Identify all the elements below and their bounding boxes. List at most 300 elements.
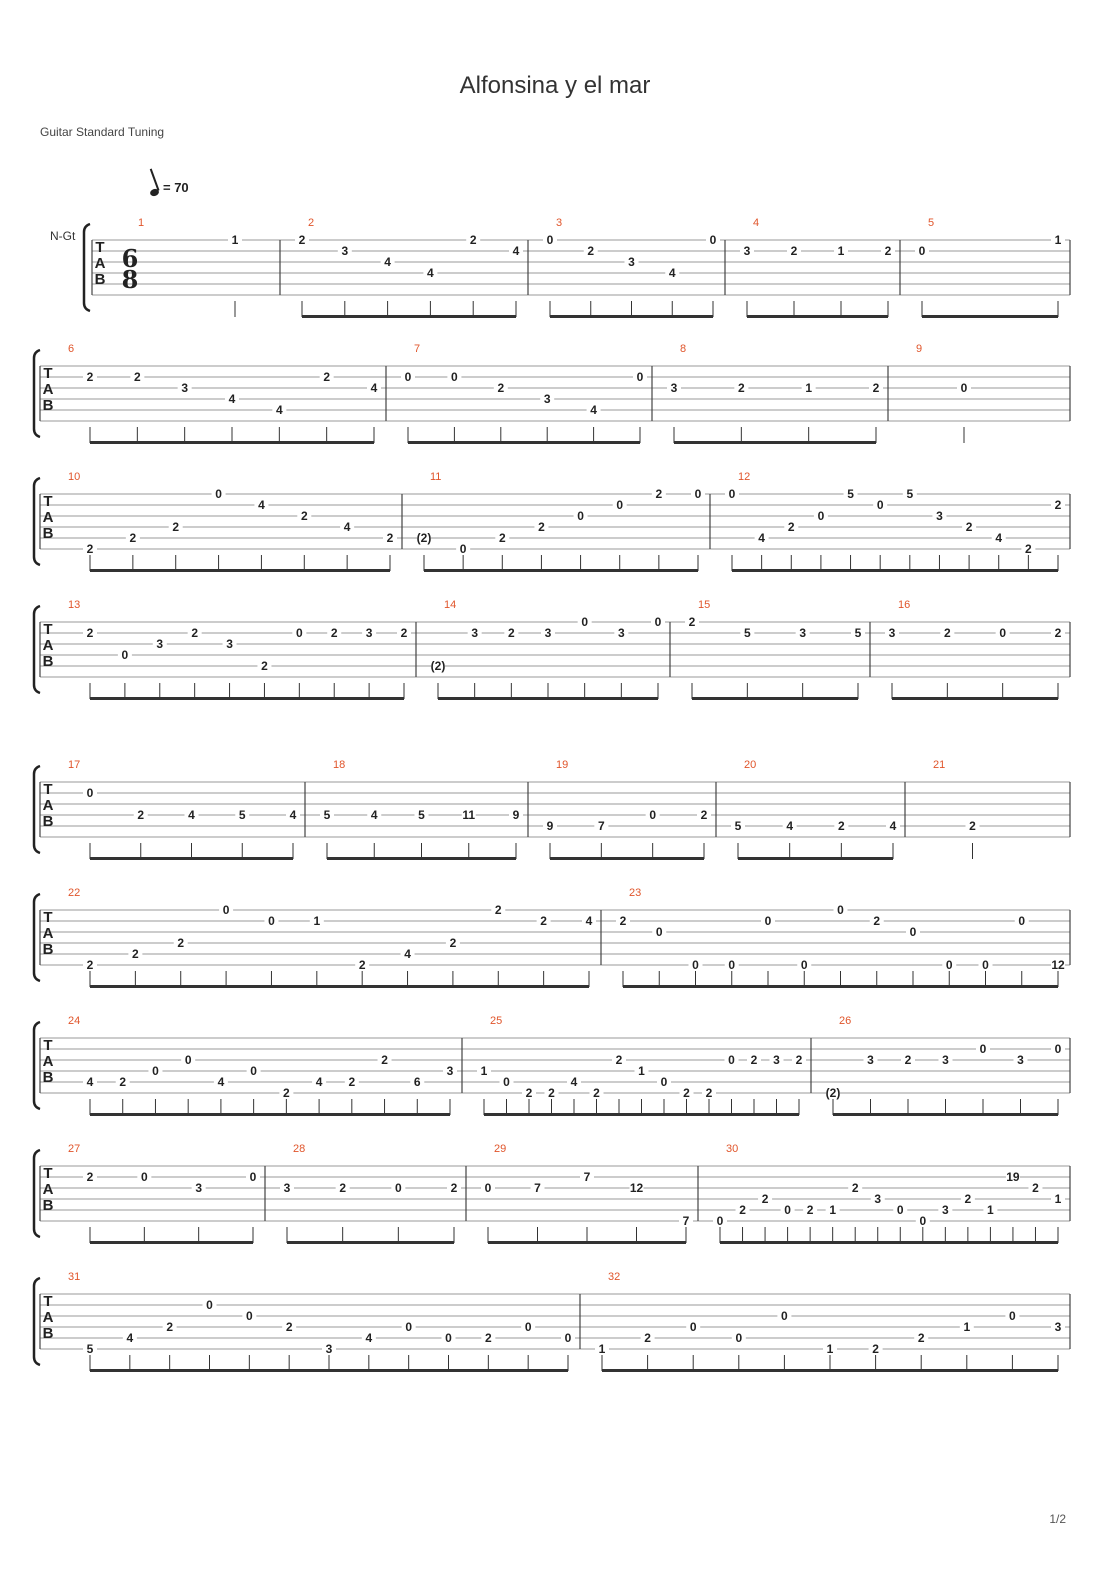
tab-clef-letter: A [42, 509, 54, 526]
beam [90, 985, 589, 988]
fret-number: 0 [919, 1214, 927, 1228]
fret-number: 0 [784, 1203, 791, 1217]
fret-number: 7 [534, 1181, 541, 1195]
fret-number: 2 [965, 520, 973, 534]
fret-number: 0 [616, 498, 624, 512]
fret-number: 0 [121, 648, 129, 662]
measure-number: 4 [753, 217, 760, 229]
fret-number: 4 [126, 1331, 134, 1345]
fret-number: 0 [728, 958, 736, 972]
fret-number: 0 [716, 1214, 724, 1228]
fret-number: 2 [790, 244, 798, 258]
fret-number: 1 [837, 244, 845, 258]
fret-number: 0 [152, 1064, 159, 1078]
fret-number: 5 [906, 487, 914, 501]
fret-number: 2 [917, 1331, 925, 1345]
fret-number: 0 [960, 381, 968, 395]
tab-clef-letter: T [43, 909, 53, 926]
fret-number: 0 [728, 487, 736, 501]
fret-number: 4 [217, 1075, 225, 1089]
measure-number: 12 [738, 471, 751, 483]
fret-number: 0 [876, 498, 884, 512]
fret-number: 2 [497, 381, 505, 395]
fret-number: 3 [446, 1064, 454, 1078]
system-bracket [34, 766, 40, 853]
tab-clef-letter: T [43, 781, 53, 798]
system-bracket [34, 1022, 40, 1109]
tab-clef-letter: B [94, 271, 106, 288]
fret-number: 4 [188, 808, 195, 822]
fret-number: 6 [413, 1075, 421, 1089]
beam [922, 315, 1058, 318]
fret-number: 0 [694, 487, 702, 501]
beam [747, 315, 888, 318]
tab-clef-letter: T [43, 1293, 53, 1310]
fret-number: 4 [668, 266, 676, 280]
fret-number: 2 [86, 626, 94, 640]
measure-number: 10 [68, 471, 81, 483]
fret-number: 2 [507, 626, 515, 640]
beam [287, 1241, 454, 1244]
fret-number: 1 [231, 233, 239, 247]
fret-number: 2 [137, 808, 145, 822]
fret-number: 0 [581, 615, 589, 629]
beam [833, 1113, 1058, 1116]
fret-number: 4 [384, 255, 391, 269]
fret-number: 2 [283, 1086, 290, 1100]
tab-clef-letter: B [42, 1069, 54, 1086]
fret-number: 5 [854, 626, 862, 640]
fret-number: 0 [451, 370, 458, 384]
fret-number: 1 [313, 914, 321, 928]
measure-number: 8 [680, 343, 687, 355]
fret-number: 2 [739, 1203, 746, 1217]
fret-number: 0 [184, 1053, 192, 1067]
fret-number: 0 [503, 1075, 510, 1089]
fret-number: 2 [851, 1181, 859, 1195]
measure-number: 11 [430, 471, 442, 483]
fret-number: 2 [1032, 1181, 1039, 1195]
fret-number: 4 [315, 1075, 323, 1089]
measure-number: 20 [744, 759, 757, 771]
measure-number: 23 [629, 887, 642, 899]
tab-clef-letter: B [42, 1197, 54, 1214]
fret-number: 3 [226, 637, 233, 651]
tab-clef-letter: A [94, 255, 106, 272]
fret-number: 0 [404, 370, 412, 384]
fret-number: 1 [638, 1064, 645, 1078]
fret-number: 0 [1018, 914, 1026, 928]
fret-number: 4 [365, 1331, 373, 1345]
fret-number: 2 [806, 1203, 814, 1217]
tab-clef-letter: T [43, 1037, 53, 1054]
fret-number: 0 [268, 914, 275, 928]
fret-number: 0 [817, 509, 825, 523]
system-bracket [34, 478, 40, 565]
fret-number: 2 [400, 626, 408, 640]
beam [892, 697, 1058, 700]
tab-clef-letter: T [43, 493, 53, 510]
tab-clef-letter: T [95, 239, 105, 256]
fret-number: 0 [709, 233, 717, 247]
fret-number: 0 [222, 903, 230, 917]
fret-number: 2 [837, 819, 845, 833]
fret-number: (2) [430, 659, 446, 673]
system-bracket [34, 1278, 40, 1365]
instrument-label: N-Gt [50, 229, 76, 243]
beam [90, 697, 404, 700]
system-bracket [34, 350, 40, 437]
fret-number: 1 [1054, 1192, 1062, 1206]
fret-number: 0 [660, 1075, 668, 1089]
fret-number: 1 [987, 1203, 994, 1217]
fret-number: 3 [544, 626, 552, 640]
fret-number: 0 [689, 1320, 697, 1334]
fret-number: (2) [825, 1086, 841, 1100]
beam [692, 697, 858, 700]
measure-number: 24 [68, 1015, 81, 1027]
fret-number: 5 [86, 1342, 94, 1356]
fret-number: 5 [734, 819, 742, 833]
fret-number: 2 [761, 1192, 769, 1206]
fret-number: 0 [249, 1170, 257, 1184]
fret-number: 2 [540, 914, 547, 928]
fret-number: 0 [250, 1064, 257, 1078]
fret-number: 4 [786, 819, 794, 833]
beam [484, 1113, 799, 1116]
fret-number: 0 [577, 509, 584, 523]
tab-clef-letter: A [42, 1181, 54, 1198]
fret-number: 3 [941, 1203, 949, 1217]
fret-number: 2 [386, 531, 394, 545]
fret-number: 1 [805, 381, 813, 395]
fret-number: 3 [341, 244, 349, 258]
fret-number: 0 [459, 542, 467, 556]
fret-number: 0 [655, 925, 663, 939]
fret-number: 2 [1054, 626, 1062, 640]
tab-clef-letter: A [42, 1053, 54, 1070]
fret-number: 3 [942, 1053, 949, 1067]
fret-number: 11 [462, 808, 476, 822]
fret-number: 5 [323, 808, 331, 822]
beam [550, 857, 704, 860]
fret-number: 3 [628, 255, 635, 269]
fret-number: 0 [245, 1309, 253, 1323]
fret-number: 3 [471, 626, 479, 640]
tuning-label: Guitar Standard Tuning [40, 125, 165, 139]
fret-number: 7 [583, 1170, 591, 1184]
measure-number: 2 [308, 217, 315, 229]
fret-number: 0 [405, 1320, 413, 1334]
fret-number: 0 [215, 487, 222, 501]
beam [438, 697, 658, 700]
fret-number: 2 [525, 1086, 533, 1100]
fret-number: 2 [969, 819, 976, 833]
measure-number: 17 [68, 759, 81, 771]
fret-number: 2 [358, 958, 366, 972]
fret-number: 5 [743, 626, 751, 640]
fret-number: 0 [800, 958, 808, 972]
beam [327, 857, 516, 860]
fret-number: 3 [617, 626, 625, 640]
fret-number: 2 [469, 233, 477, 247]
fret-number: 2 [548, 1086, 555, 1100]
fret-number: 0 [295, 626, 303, 640]
fret-number: 2 [86, 542, 94, 556]
fret-number: 0 [140, 1170, 148, 1184]
tab-clef-letter: A [42, 381, 54, 398]
beam [90, 441, 374, 444]
system-bracket [34, 606, 40, 693]
fret-number: 2 [1054, 498, 1062, 512]
fret-number: 3 [156, 637, 164, 651]
fret-number: 4 [570, 1075, 578, 1089]
fret-number: 0 [728, 1053, 735, 1067]
fret-number: 0 [1009, 1309, 1016, 1323]
fret-number: 4 [228, 392, 236, 406]
fret-number: 3 [1054, 1320, 1062, 1334]
measure-number: 25 [490, 1015, 503, 1027]
fret-number: 3 [773, 1053, 780, 1067]
beam [488, 1241, 686, 1244]
beam [720, 1241, 1058, 1244]
tab-clef-letter: B [42, 525, 54, 542]
fret-number: 4 [889, 819, 897, 833]
fret-number: 0 [445, 1331, 452, 1345]
measure-number: 14 [444, 599, 457, 611]
fret-number: 4 [258, 498, 265, 512]
fret-number: 2 [683, 1086, 690, 1100]
fret-number: 9 [512, 808, 520, 822]
fret-number: 0 [945, 958, 953, 972]
fret-number: 2 [587, 244, 595, 258]
measure-number: 28 [293, 1143, 306, 1155]
fret-number: 3 [670, 381, 678, 395]
tab-clef-letter: B [42, 813, 54, 830]
fret-number: 19 [1006, 1170, 1020, 1184]
fret-number: 0 [649, 808, 657, 822]
fret-number: 2 [872, 381, 880, 395]
fret-number: 9 [546, 819, 554, 833]
fret-number: 0 [484, 1181, 492, 1195]
fret-number: 2 [132, 947, 139, 961]
fret-number: 2 [943, 626, 951, 640]
beam [302, 315, 516, 318]
fret-number: 2 [86, 958, 94, 972]
fret-number: 3 [283, 1181, 291, 1195]
fret-number: (2) [416, 531, 432, 545]
fret-number: 0 [982, 958, 989, 972]
fret-number: 3 [743, 244, 751, 258]
fret-number: 1 [598, 1342, 606, 1356]
fret-number: 0 [564, 1331, 572, 1345]
measure-number: 16 [898, 599, 911, 611]
fret-number: 2 [872, 1342, 879, 1356]
tab-clef-letter: A [42, 797, 54, 814]
fret-number: 0 [546, 233, 554, 247]
fret-number: 2 [873, 914, 881, 928]
measure-number: 26 [839, 1015, 852, 1027]
beam [90, 1369, 568, 1372]
fret-number: 2 [494, 903, 502, 917]
fret-number: 0 [909, 925, 917, 939]
fret-number: 0 [896, 1203, 904, 1217]
fret-number: 3 [325, 1342, 333, 1356]
tab-clef-letter: B [42, 653, 54, 670]
beam [408, 441, 640, 444]
fret-number: 2 [1025, 542, 1032, 556]
beam [90, 857, 293, 860]
measure-number: 32 [608, 1271, 621, 1283]
fret-number: 2 [688, 615, 696, 629]
fret-number: 2 [381, 1053, 388, 1067]
tab-clef-letter: B [42, 941, 54, 958]
measure-number: 7 [414, 343, 421, 355]
fret-number: 2 [787, 520, 795, 534]
fret-number: 2 [700, 808, 708, 822]
measure-number: 9 [916, 343, 923, 355]
fret-number: 3 [543, 392, 551, 406]
fret-number: 0 [837, 903, 844, 917]
fret-number: 2 [484, 1331, 492, 1345]
fret-number: 4 [995, 531, 1003, 545]
fret-number: 2 [450, 1181, 458, 1195]
fret-number: 0 [999, 626, 1007, 640]
measure-number: 22 [68, 887, 81, 899]
beam [90, 569, 390, 572]
fret-number: 3 [874, 1192, 882, 1206]
page-number: 1/2 [1049, 1512, 1066, 1526]
fret-number: 0 [636, 370, 644, 384]
fret-number: 2 [750, 1053, 758, 1067]
beam [424, 569, 698, 572]
fret-number: 12 [1051, 958, 1065, 972]
fret-number: 5 [418, 808, 425, 822]
tab-clef-letter: T [43, 1165, 53, 1182]
fret-number: 2 [644, 1331, 651, 1345]
system-bracket [84, 224, 90, 311]
measure-number: 30 [726, 1143, 739, 1155]
fret-number: 0 [206, 1298, 213, 1312]
fret-number: 2 [498, 531, 506, 545]
tab-clef-letter: T [43, 621, 53, 638]
fret-number: 3 [1017, 1053, 1024, 1067]
fret-number: 5 [847, 487, 854, 501]
measure-number: 5 [928, 217, 935, 229]
measure-number: 15 [698, 599, 711, 611]
fret-number: 2 [323, 370, 331, 384]
fret-number: 2 [177, 936, 185, 950]
fret-number: 0 [781, 1309, 788, 1323]
fret-number: 2 [619, 914, 627, 928]
measure-number: 31 [68, 1271, 81, 1283]
fret-number: 7 [682, 1214, 690, 1228]
fret-number: 1 [480, 1064, 488, 1078]
fret-number: 2 [449, 936, 457, 950]
fret-number: 0 [735, 1331, 743, 1345]
fret-number: 4 [343, 520, 351, 534]
fret-number: 4 [758, 531, 765, 545]
fret-number: 5 [238, 808, 246, 822]
fret-number: 4 [585, 914, 593, 928]
fret-number: 2 [298, 233, 306, 247]
fret-number: 2 [285, 1320, 293, 1334]
system-bracket [34, 894, 40, 981]
fret-number: 0 [394, 1181, 402, 1195]
fret-number: 4 [370, 808, 378, 822]
fret-number: 0 [979, 1042, 987, 1056]
fret-number: 2 [86, 370, 94, 384]
fret-number: 1 [829, 1203, 837, 1217]
fret-number: 1 [963, 1320, 971, 1334]
fret-number: 2 [133, 370, 141, 384]
fret-number: 2 [86, 1170, 94, 1184]
fret-number: 2 [300, 509, 308, 523]
fret-number: 1 [1054, 233, 1062, 247]
fret-number: 2 [330, 626, 338, 640]
fret-number: 3 [867, 1053, 874, 1067]
fret-number: 2 [737, 381, 745, 395]
fret-number: 3 [799, 626, 807, 640]
fret-number: 2 [964, 1192, 972, 1206]
tempo-value: = 70 [163, 180, 189, 195]
fret-number: 4 [427, 266, 434, 280]
fret-number: 4 [370, 381, 378, 395]
fret-number: 0 [918, 244, 926, 258]
fret-number: 2 [884, 244, 892, 258]
beam [90, 1113, 450, 1116]
tab-clef-letter: A [42, 1309, 54, 1326]
fret-number: 0 [692, 958, 699, 972]
fret-number: 0 [86, 786, 94, 800]
fret-number: 2 [615, 1053, 623, 1067]
tab-clef-letter: B [42, 1325, 54, 1342]
measure-number: 19 [556, 759, 569, 771]
fret-number: 7 [597, 819, 605, 833]
fret-number: 3 [365, 626, 373, 640]
beam [674, 441, 876, 444]
beam [732, 569, 1058, 572]
fret-number: 2 [904, 1053, 912, 1067]
fret-number: 2 [655, 487, 663, 501]
fret-number: 4 [404, 947, 411, 961]
measure-number: 3 [556, 217, 563, 229]
score-title: Alfonsina y el mar [459, 72, 651, 99]
beam [90, 1241, 253, 1244]
fret-number: 0 [524, 1320, 532, 1334]
beam [623, 985, 1058, 988]
tab-clef-letter: T [43, 365, 53, 382]
fret-number: 2 [705, 1086, 713, 1100]
fret-number: 4 [289, 808, 297, 822]
measure-number: 13 [68, 599, 81, 611]
fret-number: 2 [339, 1181, 347, 1195]
fret-number: 12 [629, 1181, 644, 1195]
fret-number: 4 [512, 244, 520, 258]
fret-number: 2 [191, 626, 199, 640]
beam [550, 315, 713, 318]
tab-clef-letter: B [42, 397, 54, 414]
fret-number: 3 [888, 626, 896, 640]
fret-number: 2 [348, 1075, 356, 1089]
fret-number: 2 [119, 1075, 127, 1089]
fret-number: 4 [590, 403, 597, 417]
fret-number: 0 [654, 615, 662, 629]
fret-number: 4 [86, 1075, 94, 1089]
measure-number: 27 [68, 1143, 81, 1155]
fret-number: 2 [261, 659, 268, 673]
time-signature-bottom: 8 [121, 265, 139, 294]
